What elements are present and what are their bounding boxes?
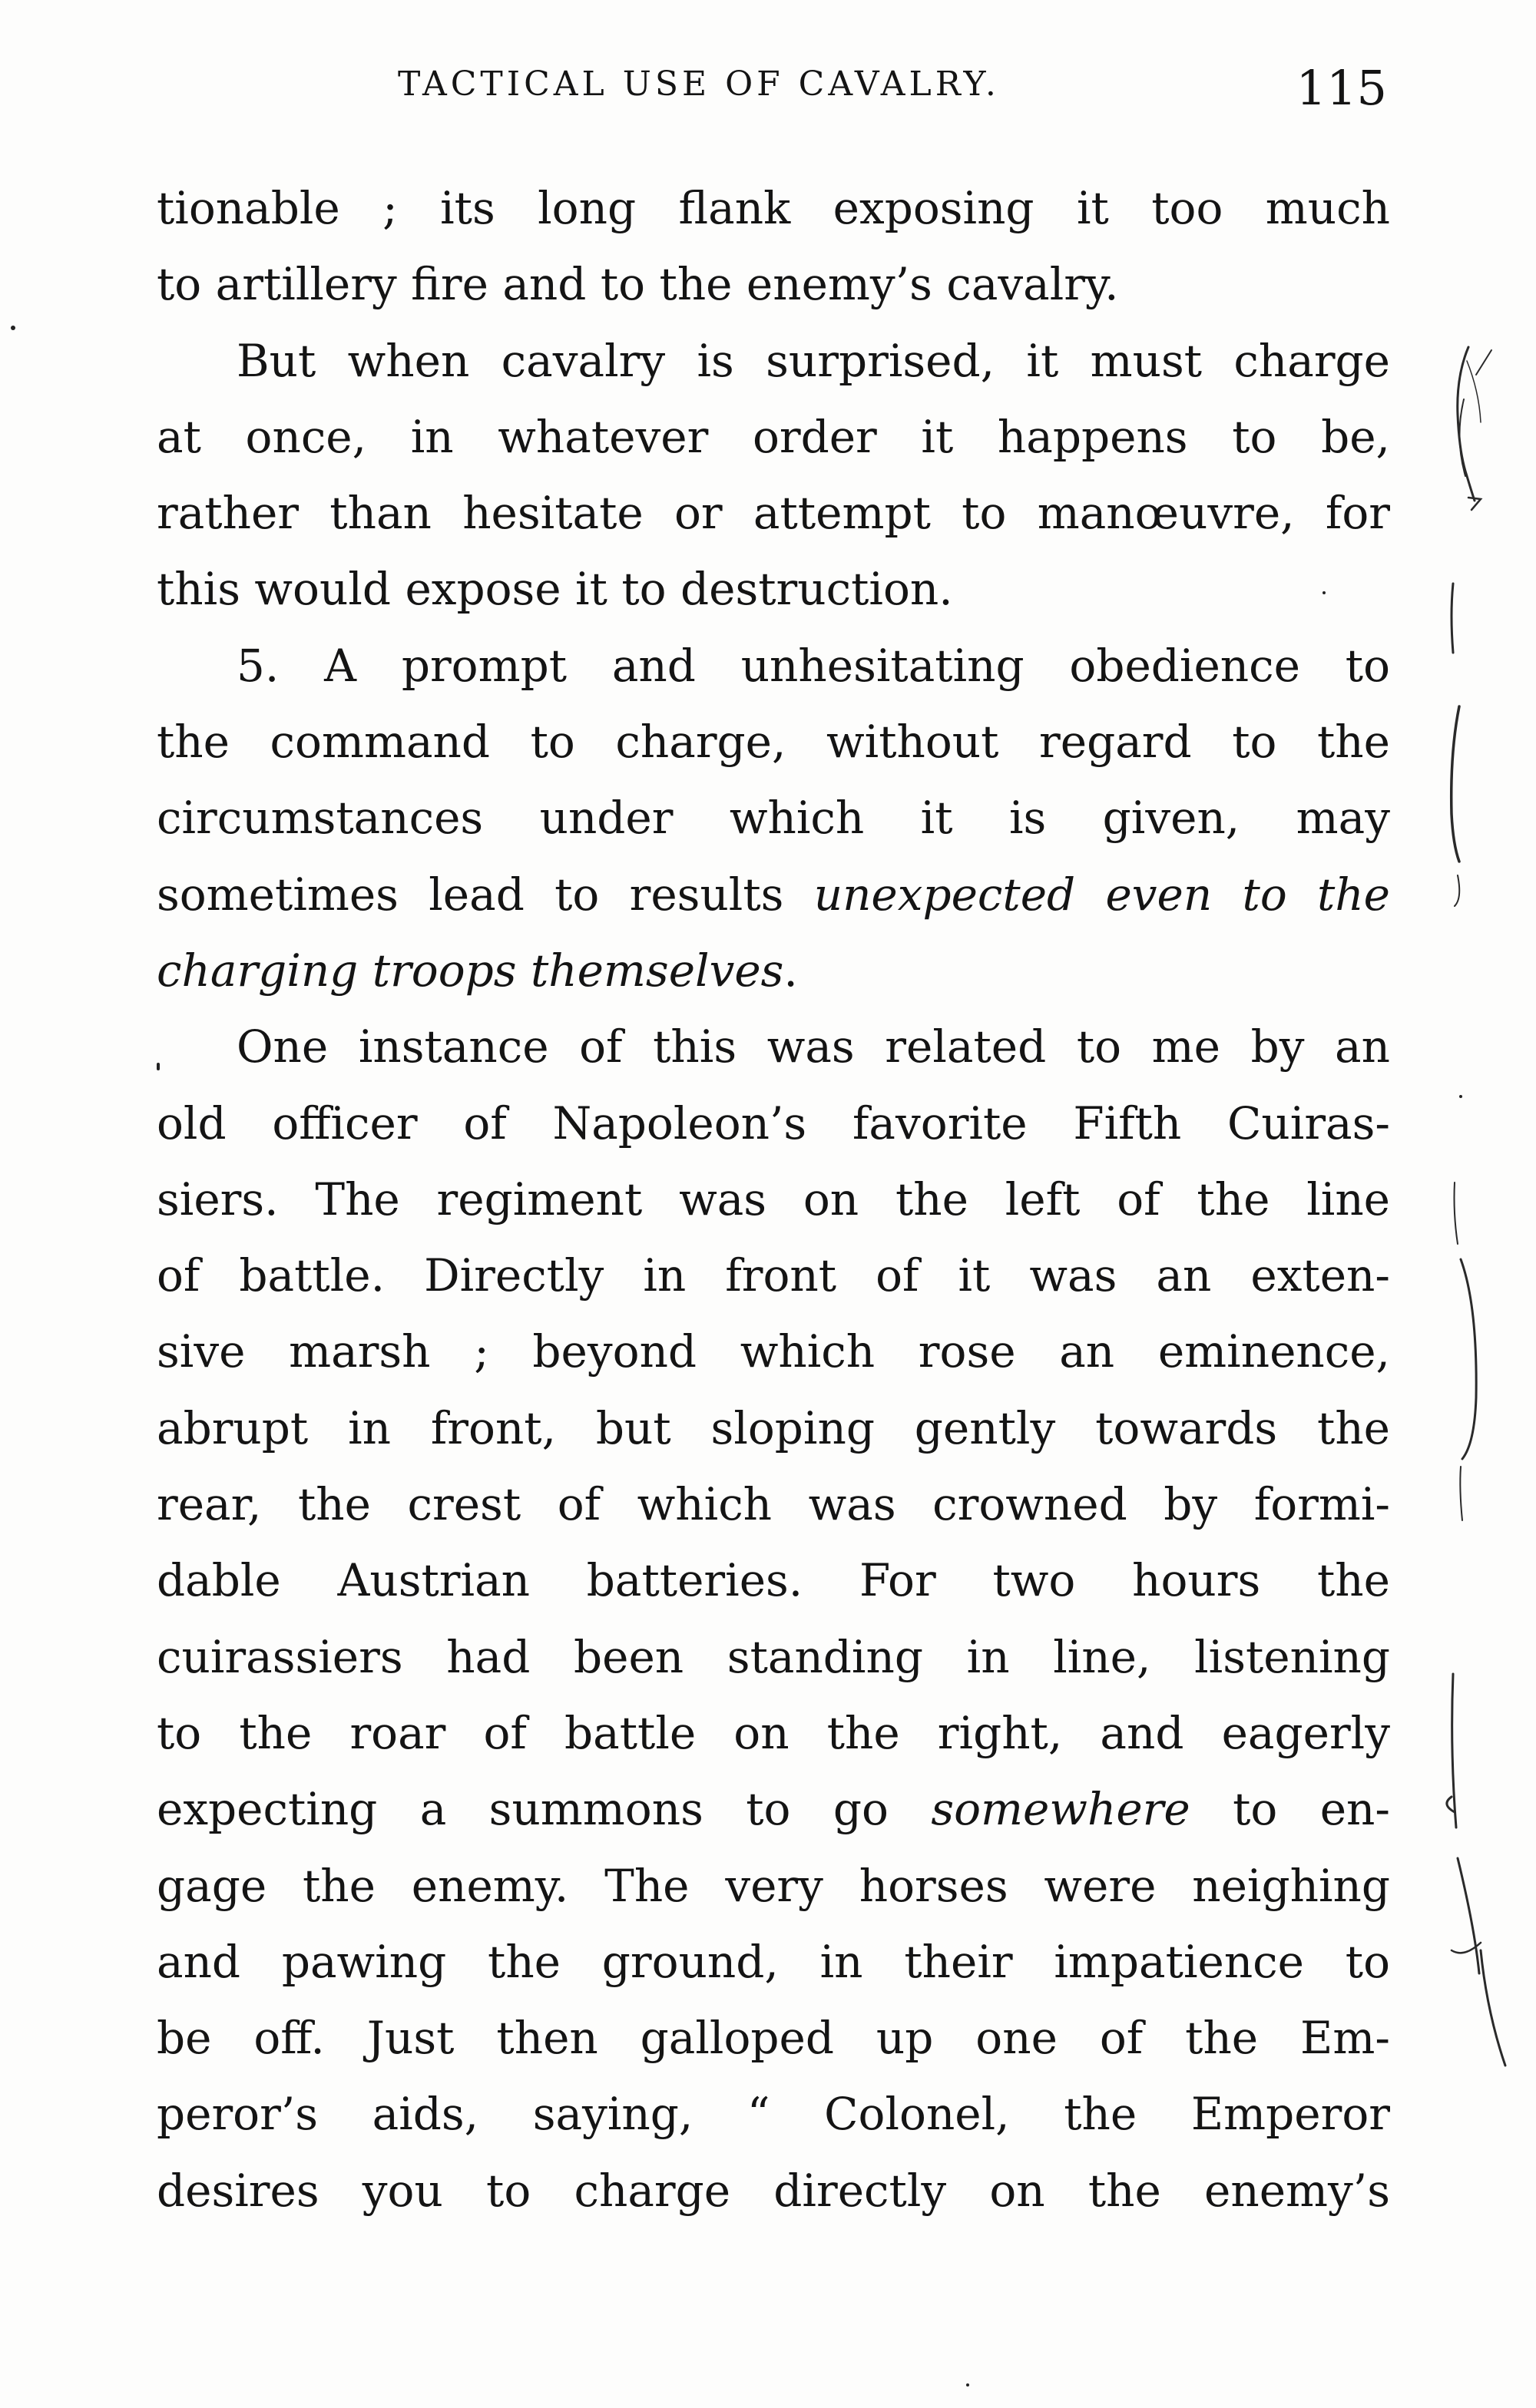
italic-text: unexpected even to the: [813, 868, 1391, 921]
text-line: One instance of this was related to me by an: [237, 1020, 1390, 1073]
text-line: gage the enemy. The very horses were neighing: [157, 1859, 1390, 1912]
text-line: at once, in whatever order it happens to be,: [157, 410, 1390, 463]
text-line: But when cavalry is surprised, it must charge: [237, 334, 1390, 387]
pencil-mark: [1455, 1182, 1458, 1244]
ink-speck: [11, 326, 15, 330]
ink-speck: [1322, 591, 1326, 594]
text-line: 5. A prompt and unhesitating obedience to: [237, 639, 1390, 692]
text-line: abrupt in front, but sloping gently towards the: [157, 1401, 1390, 1454]
pencil-mark: [1460, 1467, 1462, 1520]
text-line: peror’s aids, saying, “ Colonel, the Emperor: [157, 2088, 1390, 2141]
running-title: TACTICAL USE OF CAVALRY.: [398, 64, 1000, 104]
pencil-mark: [1476, 350, 1491, 375]
running-head: [154, 60, 1390, 121]
text-line: siers. The regiment was on the left of the line: [157, 1173, 1390, 1226]
pencil-mark: [1452, 584, 1453, 653]
text-line: circumstances under which it is given, may: [157, 792, 1390, 845]
text-line: to artillery fire and to the enemy’s cavalry.: [157, 258, 1119, 311]
pencil-mark: [1461, 1259, 1476, 1459]
text-line: dable Austrian batteries. For two hours the: [157, 1554, 1390, 1607]
text-line: this would expose it to destruction.: [157, 563, 953, 616]
text-line: cuirassiers had been standing in line, listening: [157, 1630, 1390, 1683]
text-segment: to en-: [1190, 1783, 1390, 1836]
text-segment: .: [783, 944, 798, 997]
text-line: of battle. Directly in front of it was an exten-: [157, 1249, 1390, 1302]
text-line: [157, 857, 1390, 933]
text-line: desires you to charge directly on the enemy’s: [157, 2164, 1390, 2217]
text-line: rather than hesitate or attempt to manœuvre, for: [157, 487, 1390, 540]
italic-text: somewhere: [931, 1783, 1190, 1836]
text-line: the command to charge, without regard to the: [157, 716, 1390, 769]
margin-pencil-marks: [1421, 292, 1536, 2119]
ink-speck: [157, 1063, 160, 1070]
text-segment: sometimes lead to results: [157, 868, 814, 921]
page-number: 115: [1296, 60, 1387, 116]
text-line: sive marsh ; beyond which rose an eminence,: [157, 1325, 1390, 1378]
ink-speck: [966, 2383, 969, 2386]
text-segment: expecting a summons to go: [157, 1783, 932, 1836]
pencil-mark: [1455, 875, 1459, 906]
text-line: tionable ; its long flank exposing it too much: [157, 182, 1390, 234]
body-text: [157, 170, 1390, 2229]
text-line: be off. Just then galloped up one of the Em-: [157, 2012, 1390, 2065]
text-line: [157, 1771, 1390, 1847]
pencil-mark: [1452, 1674, 1456, 1828]
pencil-mark: [1458, 1858, 1479, 1973]
text-line: rear, the crest of which was crowned by formi-: [157, 1478, 1390, 1531]
pencil-mark: [1481, 1950, 1505, 2066]
pencil-mark: [1452, 706, 1459, 862]
text-line: and pawing the ground, in their impatience to: [157, 1935, 1390, 1988]
ink-speck: [1459, 1095, 1462, 1098]
italic-text: charging troops themselves: [157, 944, 784, 997]
text-line: [157, 933, 1390, 1009]
text-line: old officer of Napoleon’s favorite Fifth Cuiras-: [157, 1096, 1390, 1149]
text-line: to the roar of battle on the right, and eagerly: [157, 1706, 1390, 1759]
